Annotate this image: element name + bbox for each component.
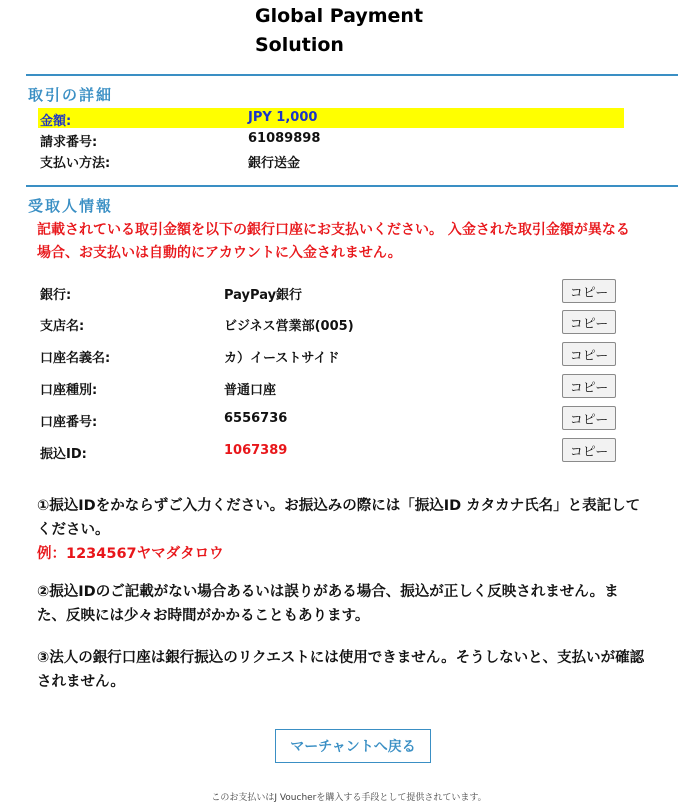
- copy-transfer-id-button[interactable]: コピー: [562, 438, 616, 462]
- divider: [26, 74, 678, 76]
- branch-label: 支店名:: [40, 319, 85, 334]
- transaction-section-title: 取引の詳細: [28, 86, 114, 104]
- branch-value: ビジネス営業部(005): [224, 319, 354, 334]
- account-number-row: [38, 406, 618, 432]
- amount-label: 金額:: [40, 114, 72, 129]
- branch-row: [38, 310, 618, 336]
- footer-note: このお支払いはJ Voucherを購入する手段として提供されています。: [211, 793, 487, 803]
- instruction-1: [37, 494, 647, 566]
- payment-method-label: 支払い方法:: [40, 156, 111, 171]
- page-title: Global Payment Solution: [255, 5, 424, 56]
- account-number-value: 6556736: [224, 411, 288, 426]
- invoice-value: 61089898: [248, 131, 321, 146]
- copy-account-number-button[interactable]: コピー: [562, 406, 616, 430]
- account-number-label: 口座番号:: [40, 415, 98, 430]
- invoice-label: 請求番号:: [40, 135, 98, 150]
- bank-row: [38, 279, 618, 305]
- recipient-section-title: 受取人情報: [28, 197, 114, 215]
- instruction-3: ③法人の銀行口座は銀行振込のリクエストには使用できません。そうしないと、支払いが確認されません。: [37, 650, 645, 690]
- transfer-id-row: [38, 438, 618, 464]
- account-name-label: 口座名義名:: [40, 351, 111, 366]
- account-type-label: 口座種別:: [40, 383, 98, 398]
- instruction-1-example: 例：1234567ヤマダタロウ: [37, 546, 224, 562]
- amount-value: JPY 1,000: [248, 110, 318, 125]
- bank-label: 銀行:: [40, 288, 72, 303]
- payment-notice: 記載されている取引金額を以下の銀行口座にお支払いください。 入金された取引金額が異なる場合、お支払いは自動的にアカウントに入金されません。: [37, 222, 630, 261]
- bank-value: PayPay銀行: [224, 288, 303, 303]
- copy-account-name-button[interactable]: コピー: [562, 342, 616, 366]
- transfer-id-label: 振込ID:: [40, 447, 87, 462]
- invoice-row: [38, 129, 624, 149]
- account-name-row: [38, 342, 618, 368]
- payment-method-value: 銀行送金: [248, 156, 301, 171]
- back-to-merchant-button[interactable]: マーチャントへ戻る: [275, 729, 431, 763]
- transfer-id-value: 1067389: [224, 443, 288, 458]
- account-type-value: 普通口座: [224, 383, 277, 398]
- account-type-row: [38, 374, 618, 400]
- copy-account-type-button[interactable]: コピー: [562, 374, 616, 398]
- amount-row: [38, 108, 624, 128]
- instruction-1-text: ①振込IDをかならずご入力ください。お振込みの際には「振込ID カタカナ氏名」と表記してください。: [37, 498, 641, 538]
- instruction-2: ②振込IDのご記載がない場合あるいは誤りがある場合、振込が正しく反映されません。また、反映には少々お時間がかかることもあります。: [37, 584, 619, 624]
- copy-bank-button[interactable]: コピー: [562, 279, 616, 303]
- payment-method-row: [38, 150, 624, 170]
- copy-branch-button[interactable]: コピー: [562, 310, 616, 334]
- divider: [26, 185, 678, 187]
- account-name-value: カ）イーストサイド: [224, 351, 340, 366]
